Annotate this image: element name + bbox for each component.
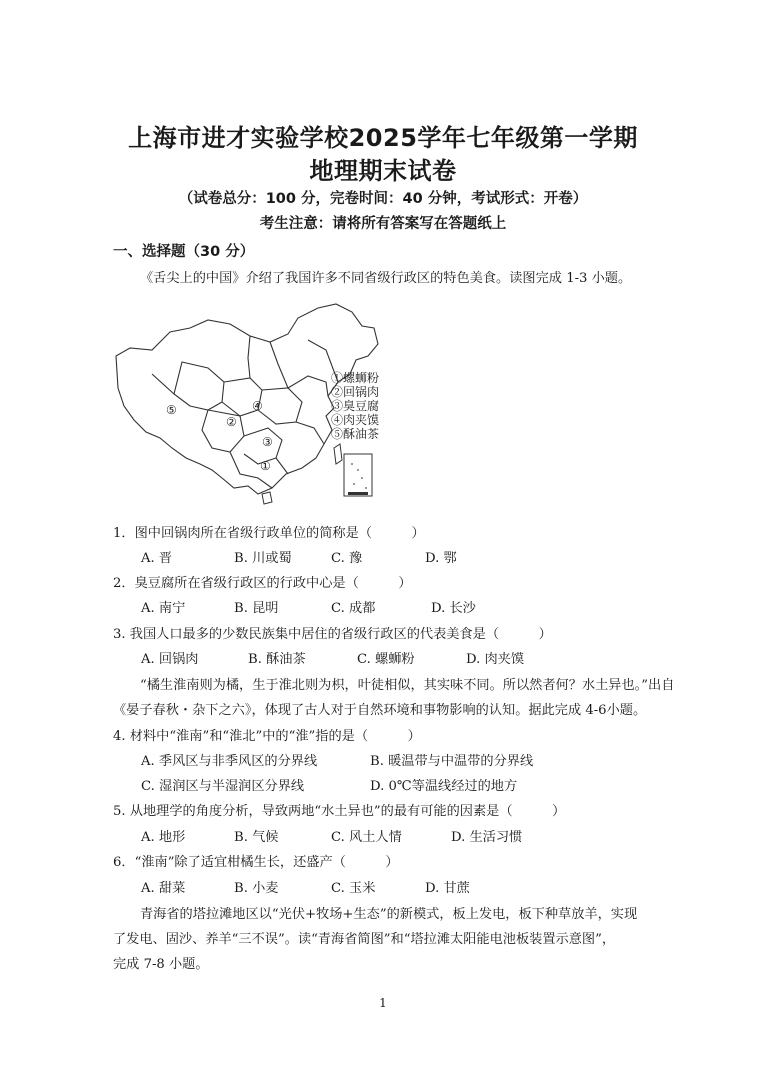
- legend-item: ④肉夹馍: [331, 413, 380, 427]
- map-marker-3: ③: [262, 435, 273, 449]
- q2-option-a: A. 南宁: [141, 601, 186, 616]
- passage-huai-line2: 《晏子春秋・杂下之六》，体现了古人对于自然环境和事物影响的认知。据此完成 4-6小题。: [113, 703, 647, 718]
- q3-option-d: D. 肉夹馍: [466, 652, 525, 667]
- q1-option-a: A. 晋: [141, 551, 173, 566]
- question-4-stem: 4. 材料中“淮南”和“淮北”中的“淮”指的是（ ）: [113, 729, 421, 744]
- page-number: 1: [379, 996, 387, 1010]
- passage-qinghai-line3: 完成 7-8 小题。: [113, 957, 209, 972]
- q2-option-c: C. 成都: [331, 601, 376, 616]
- q5-option-a: A. 地形: [141, 830, 186, 845]
- q4-option-d: D. 0℃等温线经过的地方: [370, 779, 518, 794]
- map-marker-1: ①: [260, 459, 271, 473]
- q1-option-d: D. 鄂: [425, 551, 457, 566]
- q5-option-b: B. 气候: [234, 830, 279, 845]
- passage-huai-line1: “橘生淮南则为橘，生于淮北则为枳，叶徒相似，其实味不同。所以然者何？水土异也。”出自: [140, 678, 675, 693]
- question-6-stem: 6．“淮南”除了适宜柑橘生长，还盛产（ ）: [113, 855, 399, 870]
- q1-option-b: B. 川或蜀: [234, 551, 292, 566]
- q6-option-a: A. 甜菜: [141, 881, 186, 896]
- q5-option-c: C. 风土人情: [331, 830, 402, 845]
- q4-option-a: A. 季风区与非季风区的分界线: [141, 754, 318, 769]
- q4-option-c: C. 湿润区与半湿润区分界线: [141, 779, 305, 794]
- exam-title-line1: 上海市进才实验学校2025学年七年级第一学期: [128, 124, 638, 152]
- section-heading: 一、选择题（30 分）: [113, 244, 255, 260]
- legend-item: ①螺蛳粉: [331, 371, 380, 385]
- q1-option-c: C. 豫: [331, 551, 363, 566]
- question-2-stem: 2．臭豆腐所在省级行政区的行政中心是（ ）: [113, 576, 412, 591]
- passage-qinghai-line2: 了发电、固沙、养羊“三不误”。读“青海省简图”和“塔拉滩太阳能电池板装置示意图”，: [113, 932, 616, 947]
- q3-option-b: B. 酥油茶: [248, 652, 306, 667]
- question-3-stem: 3. 我国人口最多的少数民族集中居住的省级行政区的代表美食是（ ）: [113, 627, 552, 642]
- map-marker-5: ⑤: [166, 403, 177, 417]
- section-intro: 《舌尖上的中国》介绍了我国许多不同省级行政区的特色美食。读图完成 1-3 小题。: [140, 271, 632, 286]
- q4-option-b: B. 暖温带与中温带的分界线: [370, 754, 534, 769]
- q6-option-c: C. 玉米: [331, 881, 376, 896]
- q6-option-d: D. 甘蔗: [425, 881, 470, 896]
- legend-item: ③臭豆腐: [331, 399, 380, 413]
- map-legend: [331, 371, 379, 441]
- map-marker-4: ④: [252, 399, 263, 413]
- q5-option-d: D. 生活习惯: [451, 830, 523, 845]
- answer-notice: 考生注意：请将所有答案写在答题纸上: [259, 216, 507, 232]
- q2-option-b: B. 昆明: [234, 601, 279, 616]
- legend-item: ⑤酥油茶: [331, 427, 380, 441]
- exam-info: （试卷总分：100 分，完卷时间：40 分钟，考试形式：开卷）: [178, 191, 588, 207]
- exam-title-line2: 地理期末试卷: [309, 157, 457, 185]
- map-marker-2: ②: [226, 415, 237, 429]
- legend-item: ②回锅肉: [331, 385, 380, 399]
- q6-option-b: B. 小麦: [234, 881, 279, 896]
- q3-option-a: A. 回锅肉: [141, 652, 199, 667]
- q2-option-d: D. 长沙: [431, 601, 476, 616]
- question-1-stem: 1．图中回锅肉所在省级行政单位的简称是（ ）: [113, 526, 425, 541]
- passage-qinghai-line1: 青海省的塔拉滩地区以“光伏+牧场+生态”的新模式，板上发电，板下种草放羊，实现: [140, 907, 638, 922]
- q3-option-c: C. 螺蛳粉: [357, 652, 415, 667]
- question-5-stem: 5. 从地理学的角度分析，导致两地“水土异也”的最有可能的因素是（ ）: [113, 804, 566, 819]
